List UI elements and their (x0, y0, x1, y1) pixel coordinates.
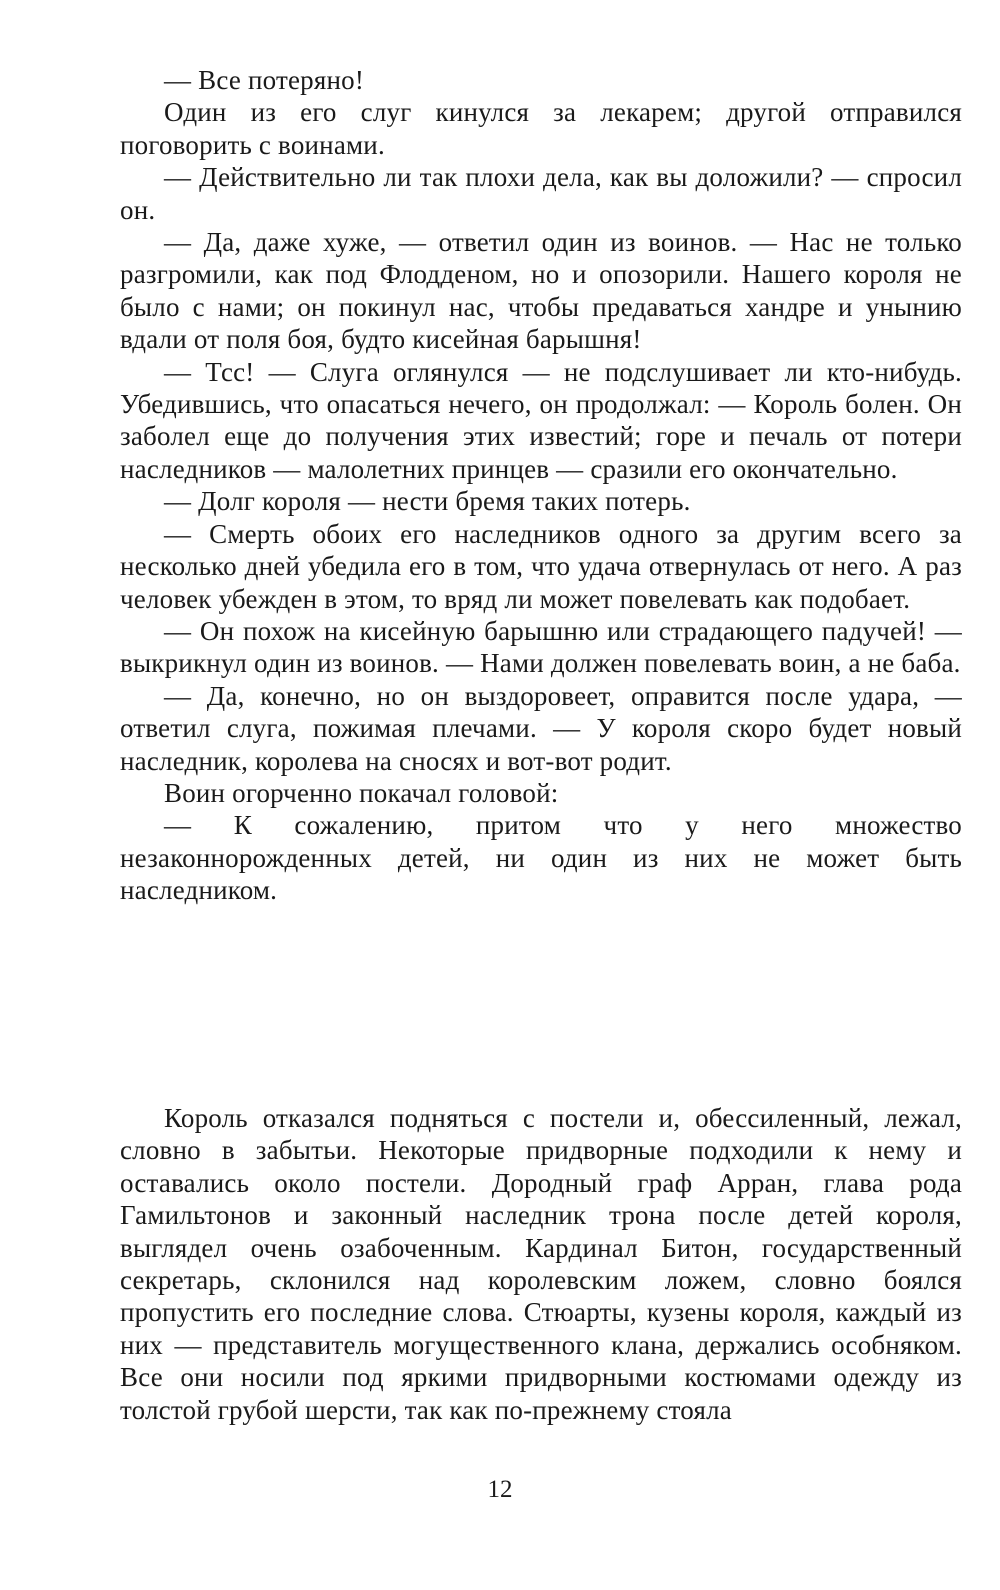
paragraph: Король отказался подняться с постели и, обессиленный, лежал, словно в забытьи. Некоторые придворные подходили к нему и оставались около постели. Дородный граф Арран, глава рода Гамильтонов и законный наследник трона после детей короля, выглядел очень озабоченным. Кардинал Битон, государственный секретарь, склонился над королевским ложем, словно боялся пропустить его последние слова. Стюарты, кузены короля, каждый из них — представитель могущественного клана, держались особняком. Все они носили под яркими придворными костюмами одежду из толстой грубой шерсти, так как по-прежнему стояла (120, 1103, 962, 1425)
paragraph: — К сожалению, притом что у него множество незаконнорожденных детей, ни один из них не может быть наследником. (120, 810, 962, 906)
paragraph: — Смерть обоих его наследников одного за другим всего за несколько дней убедила его в том, что удача отвернулась от него. А раз человек убежден в этом, то вряд ли может повелевать как подобает. (120, 518, 962, 614)
dialogue-section (120, 64, 962, 907)
paragraph: Один из его слуг кинулся за лекарем; другой отправился поговорить с воинами. (120, 97, 962, 160)
paragraph: — Долг короля — нести бремя таких потерь. (164, 486, 691, 517)
paragraph: — Да, конечно, но он выздоровеет, оправится после удара, — ответил слуга, пожимая плечами. — У короля скоро будет новый наследник, королева на сносях и вот-вот родит. (120, 680, 962, 776)
paragraph: Воин огорченно покачал головой: (164, 777, 559, 808)
paragraph: — Тсс! — Слуга оглянулся — не подслушивает ли кто-нибудь. Убедившись, что опасаться нечего, он продолжал: — Король болен. Он заболел еще до получения этих известий; горе и печаль от потери наследников — малолетних принцев — сразили его окончательно. (120, 356, 962, 484)
paragraph: — Действительно ли так плохи дела, как вы доложили? — спросил он. (120, 162, 962, 225)
page-number: 12 (487, 1476, 513, 1503)
paragraph: — Да, даже хуже, — ответил один из воинов. — Нас не только разгромили, как под Флодденом, но и опозорили. Нашего короля не было с нами; он покинул нас, чтобы предаваться хандре и унынию вдали от поля боя, будто кисейная барышня! (120, 227, 962, 355)
paragraph: — Он похож на кисейную барышню или страдающего падучей! — выкрикнул один из воинов. — Нами должен повелевать воин, а не баба. (120, 615, 962, 679)
narrative-section (120, 1102, 962, 1426)
paragraph: — Все потеряно! (164, 65, 365, 95)
